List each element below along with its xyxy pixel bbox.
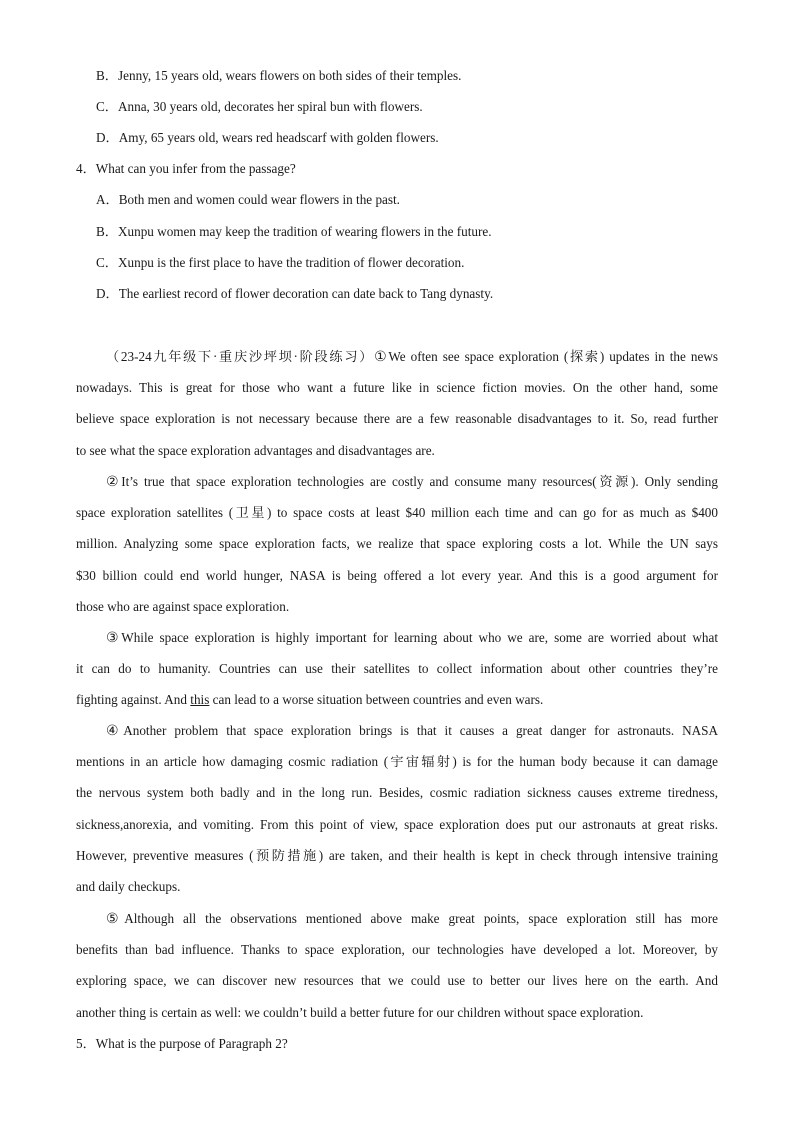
passage-paragraph-1 — [76, 341, 718, 466]
passage-source: （23-24九年级下·重庆沙坪坝·阶段练习） — [106, 349, 375, 364]
passage-line: believe space exploration is not necessary because there are a few reasonable disadvantages to it. So, read further — [76, 411, 718, 427]
paragraph-marker: ⑤ — [106, 911, 125, 927]
passage-line: it can do to humanity. Countries can use their satellites to collect information about other countries they’re — [76, 661, 718, 677]
passage-paragraph-4 — [76, 715, 718, 902]
passage-paragraph-2 — [76, 466, 718, 622]
paragraph-marker: ③ — [106, 630, 122, 646]
q4-option-b: B．Xunpu women may keep the tradition of wearing flowers in the future. — [96, 224, 492, 239]
passage-line: However, preventive measures (预防措施) are taken, and their health is kept in check through intensive training — [76, 847, 718, 863]
q4-question: 4．What can you infer from the passage? — [76, 161, 296, 176]
passage-line: fighting against. And this can lead to a worse situation between countries and even wars. — [76, 692, 544, 708]
passage-line: exploring space, we can discover new resources that we could use to better our lives here on the earth. And — [76, 973, 718, 989]
passage-line: ⑤Although all the observations mentioned above make great points, space exploration still has more — [106, 911, 718, 927]
passage-line: the nervous system both badly and in the long run. Besides, cosmic radiation sickness causes extreme tiredness, — [76, 785, 718, 801]
q3-option-c: C．Anna, 30 years old, decorates her spiral bun with flowers. — [96, 99, 423, 114]
passage-line: sickness,anorexia, and vomiting. From this point of view, space exploration does put our astronauts at great risks. — [76, 816, 718, 832]
passage-paragraph-5 — [76, 903, 718, 1028]
passage-line: space exploration satellites (卫星) to space costs at least $40 million each time and can go for as much as $400 — [76, 505, 718, 521]
passage-paragraph-3 — [76, 622, 718, 716]
passage-line: mentions in an article how damaging cosmic radiation (宇宙辐射) is for the human body because it can damage — [76, 754, 718, 770]
passage-line: （23-24九年级下·重庆沙坪坝·阶段练习）①We often see space exploration (探索) updates in the news — [106, 349, 718, 365]
passage-line: and daily checkups. — [76, 878, 181, 894]
passage-line: nowadays. This is great for those who want a future like in science fiction movies. On the other hand, some — [76, 380, 718, 396]
paragraph-marker: ① — [374, 349, 389, 365]
passage-line: ②It’s true that space exploration technologies are costly and consume many resources(资源). Only sending — [106, 474, 718, 490]
passage-line: another thing is certain as well: we couldn’t build a better future for our children without space exploration. — [76, 1004, 644, 1020]
passage-line: those who are against space exploration. — [76, 598, 290, 614]
passage-line: ③While space exploration is highly important for learning about who we are, some are worried about what — [106, 630, 718, 646]
paragraph-marker: ④ — [106, 723, 124, 739]
passage-line: ④Another problem that space exploration brings is that it causes a great danger for astronauts. NASA — [106, 723, 718, 739]
passage-line: million. Analyzing some space exploration facts, we realize that space exploring costs a lot. While the UN says — [76, 536, 718, 552]
q4-option-a: A．Both men and women could wear flowers in the past. — [96, 192, 400, 207]
q4-option-c: C．Xunpu is the first place to have the tradition of flower decoration. — [96, 255, 465, 270]
passage-line: $30 billion could end world hunger, NASA is being offered a lot every year. And this is a good argument for — [76, 567, 718, 583]
underlined-word: this — [190, 692, 210, 708]
q3-option-b: B．Jenny, 15 years old, wears flowers on both sides of their temples. — [96, 68, 462, 83]
q3-option-d: D．Amy, 65 years old, wears red headscarf with golden flowers. — [96, 130, 439, 145]
q4-option-d: D．The earliest record of flower decoration can date back to Tang dynasty. — [96, 286, 494, 301]
q5-question: 5．What is the purpose of Paragraph 2? — [76, 1036, 288, 1051]
passage-line: benefits than bad influence. Thanks to space exploration, our technologies have developed a lot. Moreover, by — [76, 942, 718, 958]
passage-line: to see what the space exploration advantages and disadvantages are. — [76, 442, 435, 458]
paragraph-marker: ② — [106, 474, 122, 490]
